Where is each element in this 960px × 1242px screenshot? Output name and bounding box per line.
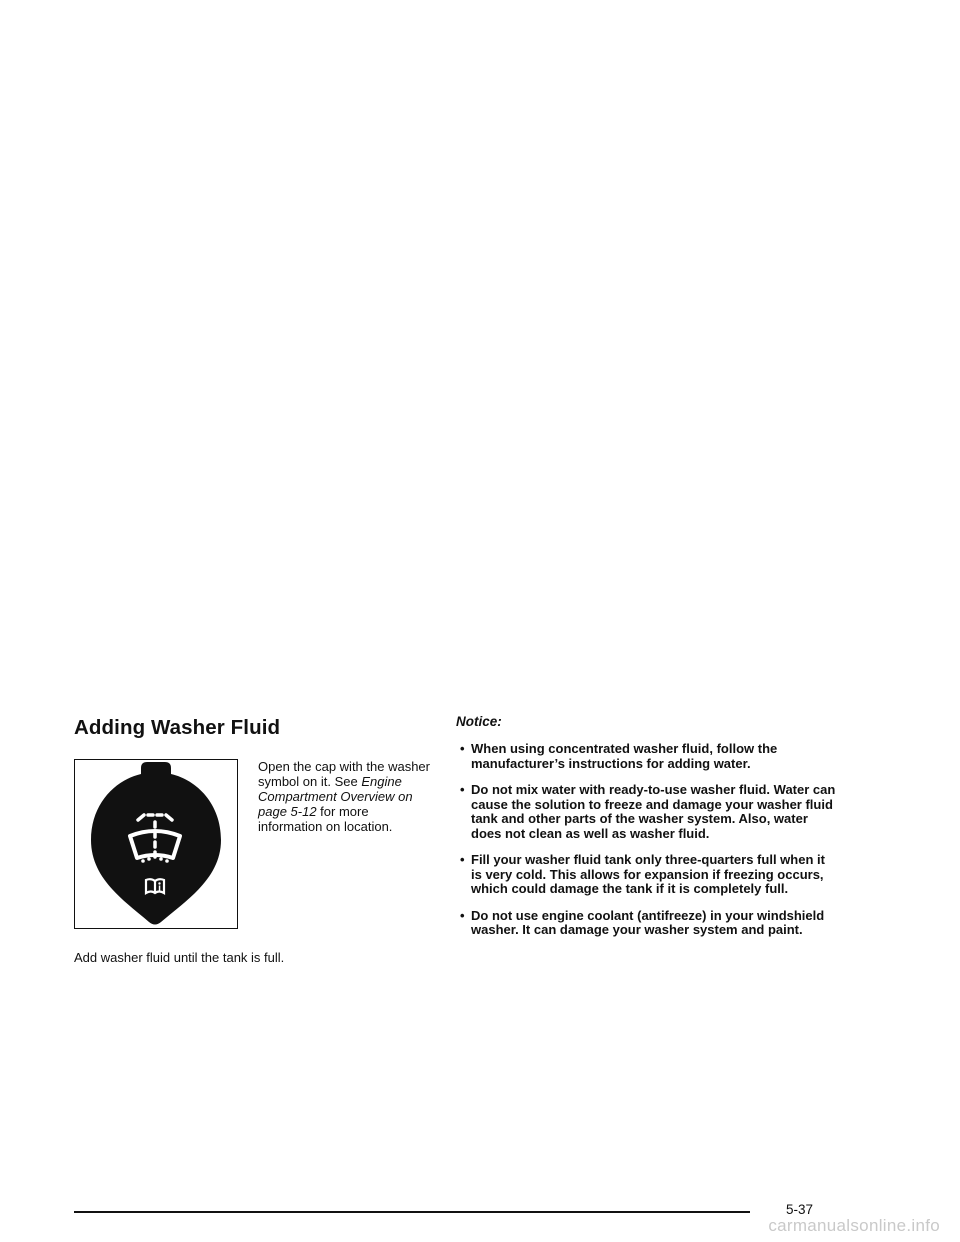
notice-item-text: Fill your washer fluid tank only three-quarters full when it is very cold. This allows for expansion if freezing occurs, which could damage the tank if it is completely full. [471, 852, 825, 896]
intro-text-end: for more information on location. [258, 804, 393, 834]
bullet-icon: • [460, 852, 465, 867]
notice-item-text: Do not use engine coolant (antifreeze) in your windshield washer. It can damage your washer system and paint. [471, 907, 825, 937]
washer-fluid-cap-icon [75, 760, 236, 927]
bullet-icon: • [460, 907, 465, 923]
engine-compartment-reference: Engine Compartment Overview on page 5-12 [258, 774, 413, 819]
intro-text: Open the cap with the washer symbol on it. See [258, 759, 430, 789]
section-heading: Adding Washer Fluid [74, 716, 281, 739]
notice-item-text: Do not mix water with ready-to-use washer fluid. Water can cause the solution to freeze and damage your washer fluid tank and other parts of the washer system. Also, water does not clean as well as washer fluid. [471, 782, 836, 841]
notice-item [456, 783, 836, 841]
notice-item-text: When using concentrated washer fluid, follow the manufacturer’s instructions for adding water. [471, 741, 778, 771]
intro-paragraph [258, 759, 433, 834]
bullet-icon: • [460, 782, 465, 797]
page-number: 5-37 [786, 1202, 814, 1217]
notice-list [456, 742, 836, 950]
notice-label: Notice: [456, 714, 502, 729]
add-fluid-text: Add washer fluid until the tank is full. [74, 950, 285, 965]
washer-cap-figure [74, 759, 238, 929]
bullet-icon: • [460, 741, 465, 756]
footer-rule [74, 1211, 750, 1213]
notice-item [456, 909, 836, 938]
notice-item [456, 853, 836, 897]
notice-item [456, 742, 836, 771]
watermark: carmanualsonline.info [768, 1216, 940, 1235]
